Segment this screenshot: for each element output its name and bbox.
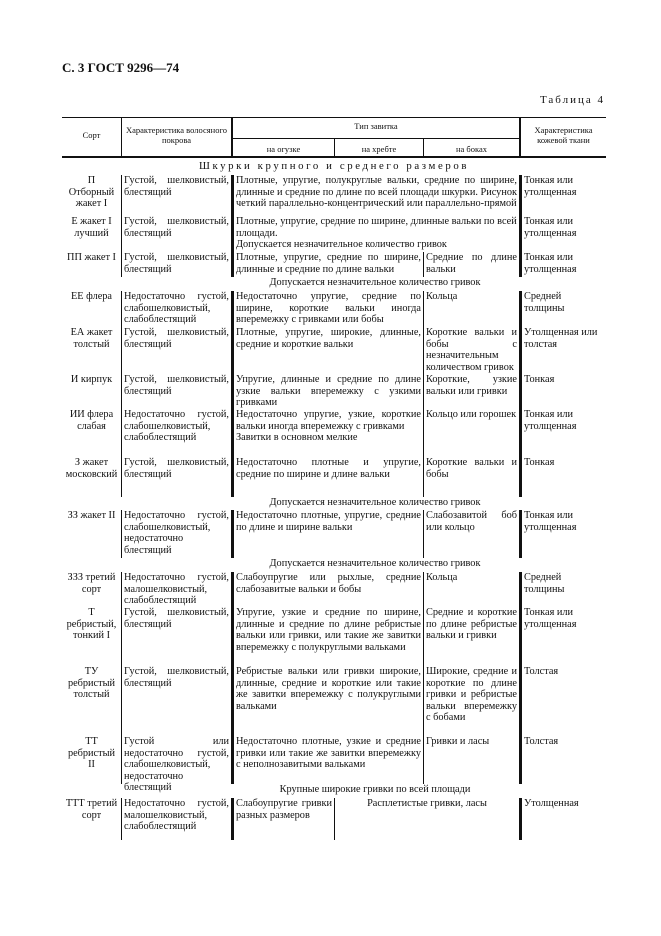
sides-cell: Средние и короткие по длине ребристые вальки и гривки — [423, 607, 519, 666]
leather-cell: Утолщенная — [519, 798, 606, 840]
table-row — [62, 457, 606, 497]
hair-cell: Недостаточно густой, слабошелковистый, недостаточно блестящий — [121, 510, 231, 558]
curl-text: Плотные, упругие, средние по ширине, длинные вальки по всей площади. — [236, 216, 517, 239]
leather-cell: Средней толщины — [519, 291, 606, 327]
curl-cell: Плотные, упругие, полукруглые вальки, средние по ширине, длинные и средние по длине по всей площади шкурки. Рисунок четкий параллельно-концентрический или параллельно-прямой — [231, 175, 519, 216]
note-text: Допускается незначительное количество гривок — [269, 497, 481, 508]
hair-cell: Недостаточно густой, малошелковистый, слабоблестящий — [121, 798, 231, 840]
sides-cell: Расплетистые гривки, ласы — [334, 798, 519, 840]
note-text: Допускается незначительное количество гривок — [269, 277, 481, 288]
sides-cell: Гривки и ласы — [423, 736, 519, 784]
sides-cell: Кольцо или горошек — [423, 409, 519, 457]
hair-cell: Недостаточно густой, малошелковистый, слабоблестящий — [121, 572, 231, 607]
leather-cell: Тонкая или утолщенная — [519, 252, 606, 277]
hair-cell: Недостаточно густой, слабошелковистый, слабоблестящий — [121, 409, 231, 457]
leather-cell: Тонкая — [519, 457, 606, 497]
curl-note: Допускается незначительное количество гривок — [236, 239, 447, 251]
sides-cell: Короткие вальки и бобы — [423, 457, 519, 497]
sides-cell: Короткие, узкие вальки или гривки — [423, 374, 519, 409]
col-ridge: на хребте — [334, 139, 423, 156]
leather-cell: Толстая — [519, 666, 606, 736]
curl-cell: Плотные, упругие, широкие, длинные, средние и короткие вальки — [231, 327, 423, 374]
sort-cell: И кирпук — [70, 374, 113, 385]
leather-cell: Средней толщины — [519, 572, 606, 607]
sides-cell: Средние по длине вальки — [423, 252, 519, 277]
sort-cell: ТТТ третий сорт — [65, 798, 118, 821]
curl-cell: Ребристые вальки или гривки широкие, длинные, средние и короткие или такие же завитки вперемежку с полукруглыми вальками — [231, 666, 423, 736]
hair-cell: Густой, шелковистый, блестящий — [121, 252, 231, 277]
curl-cell: Недостаточно плотные и упругие, средние по ширине и длине вальки — [231, 457, 423, 497]
table-row — [62, 666, 606, 736]
curl-cell — [231, 409, 423, 457]
hair-cell: Густой, шелковистый, блестящий — [121, 216, 231, 252]
leather-cell: Тонкая — [519, 374, 606, 409]
col-sort: Сорт — [82, 130, 101, 140]
curl-cell: Недостаточно плотные, упругие, средние по длине и ширине вальки — [231, 510, 423, 558]
curl-cell: Слабоупругие гривки разных размеров — [231, 798, 334, 840]
curl-cell: Упругие, длинные и средние по длине узкие вальки вперемежку с узкими гривками — [231, 374, 423, 409]
sort-cell: Т ребристый, тонкий I — [66, 607, 117, 642]
sort-cell: ИИ флера слабая — [69, 409, 114, 432]
hair-cell: Густой, шелковистый, блестящий — [121, 666, 231, 736]
sort-cell: ПП жакет I — [67, 252, 116, 263]
sides-cell: Кольца — [423, 291, 519, 327]
leather-cell: Тонкая или утолщенная — [519, 510, 606, 558]
col-sides: на боках — [423, 139, 519, 156]
sort-cell: З жакет московский — [65, 457, 118, 480]
note-text: Допускается незначительное количество гривок — [269, 558, 481, 569]
table-label: Таблица 4 — [539, 94, 605, 106]
curl-cell: Плотные, упругие, средние по ширине, длинные и средние по длине вальки — [231, 252, 423, 277]
curl-cell — [231, 216, 519, 252]
hair-cell: Густой, шелковистый, блестящий — [121, 327, 231, 374]
col-curl-type: Тип завитка — [231, 118, 519, 139]
hair-cell: Густой, шелковистый, блестящий — [121, 457, 231, 497]
table-row — [62, 572, 606, 607]
hair-cell: Густой, шелковистый, блестящий — [121, 607, 231, 666]
curl-cell: Слабоупругие или рыхлые, средние слабозавитые вальки и бобы — [231, 572, 423, 607]
sides-cell: Широкие, средние и короткие по длине гривки и ребристые вальки вперемежку с бобами — [423, 666, 519, 736]
table-header — [62, 117, 606, 158]
hair-cell: Недостаточно густой, слабошелковистый, слабоблестящий — [121, 291, 231, 327]
table-4 — [62, 117, 606, 840]
note-row — [62, 277, 606, 291]
sides-cell: Короткие вальки и бобы с незначительным количеством гривок — [423, 327, 519, 374]
leather-cell: Тонкая или утолщенная — [519, 607, 606, 666]
col-hair: Характеристика волосяного покрова — [121, 118, 231, 156]
col-leather: Характеристика кожевой ткани — [519, 118, 606, 156]
table-row — [62, 409, 606, 457]
sort-cell: Е жакет I лучший — [71, 216, 112, 239]
table-row — [62, 175, 606, 216]
note-row — [62, 558, 606, 572]
table-row — [62, 374, 606, 409]
sort-cell: ЗЗ жакет II — [67, 510, 116, 521]
curl-cell: Упругие, узкие и средние по ширине, длинные и средние по длине ребристые вальки или гривки, или такие же завитки вперемежку с полукруглыми вальками — [231, 607, 423, 666]
sort-cell: ЕА жакет толстый — [70, 327, 113, 350]
curl-cell: Недостаточно упругие, средние по ширине, короткие вальки иногда вперемежку с гривками или бобы — [231, 291, 423, 327]
hair-cell: Густой или недостаточно густой, слабошелковистый, недостаточно блестящий — [121, 736, 231, 784]
leather-cell: Толстая — [519, 736, 606, 784]
sort-cell: П Отборный жакет I — [68, 175, 115, 210]
leather-cell: Тонкая или утолщенная — [519, 216, 606, 252]
leather-cell: Тонкая или утолщенная — [519, 409, 606, 457]
leather-cell: Утолщенная или толстая — [519, 327, 606, 374]
sort-cell: ТТ ребристый II — [67, 736, 116, 771]
sort-cell: ЗЗЗ третий сорт — [67, 572, 116, 595]
note-text: Крупные широкие гривки по всей площади — [279, 784, 471, 795]
table-row — [62, 216, 606, 252]
table-row — [62, 291, 606, 327]
section-title: Шкурки крупного и среднего размеров — [198, 160, 470, 172]
sort-cell: ТУ ребристый толстый — [67, 666, 116, 701]
curl-note: Завитки в основном мелкие — [236, 432, 358, 444]
hair-cell: Густой, шелковистый, блестящий — [121, 374, 231, 409]
note-row — [62, 784, 606, 798]
table-row — [62, 798, 606, 840]
col-rump: на огузке — [231, 139, 334, 156]
sides-cell: Слабозавитой боб или кольцо — [423, 510, 519, 558]
curl-text: Недостаточно упругие, узкие, короткие вальки иногда вперемежку с гривками — [236, 409, 421, 432]
sides-cell: Кольца — [423, 572, 519, 607]
table-row — [62, 510, 606, 558]
curl-cell: Недостаточно плотные, узкие и средние гривки или такие же завитки вперемежку с неполнозавитыми вальками — [231, 736, 423, 784]
table-row — [62, 607, 606, 666]
hair-cell: Густой, шелковистый, блестящий — [121, 175, 231, 216]
table-row — [62, 327, 606, 374]
sort-cell: ЕЕ флера — [71, 291, 112, 302]
note-row — [62, 497, 606, 510]
table-row — [62, 252, 606, 277]
leather-cell: Тонкая или утолщенная — [519, 175, 606, 216]
page-header: С. 3 ГОСТ 9296—74 — [62, 60, 180, 75]
